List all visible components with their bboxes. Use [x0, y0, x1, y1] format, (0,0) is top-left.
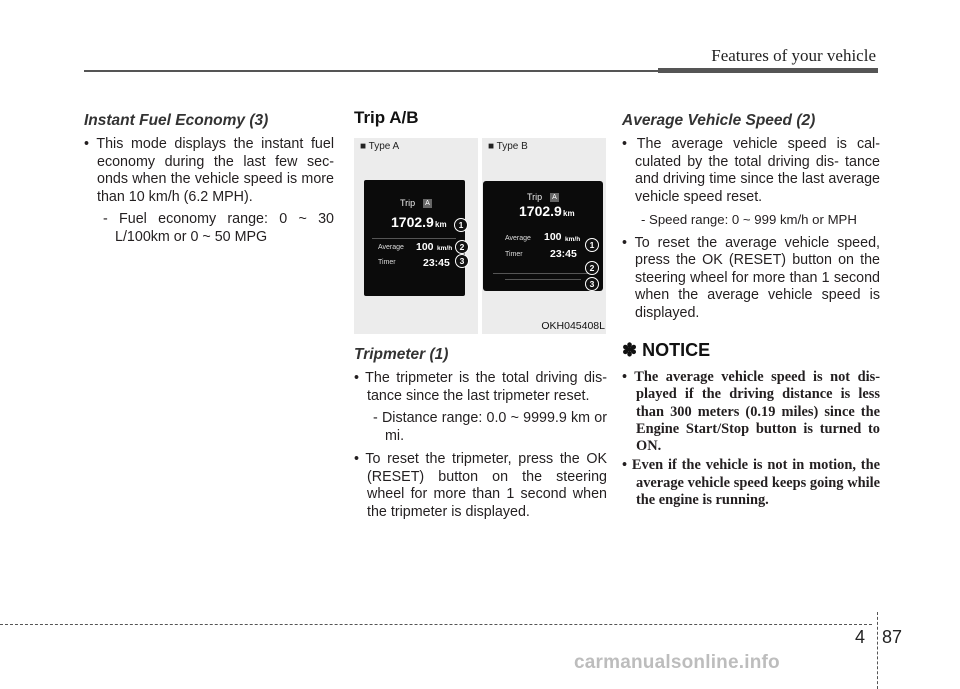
- timer-value: 23:45: [423, 257, 450, 269]
- callout-3-type-b: 3: [585, 277, 599, 291]
- bullet-tripmeter-reset: • To reset the tripmeter, press the OK (RESET) button on the steering wheel for more than 1 second when the tripmeter is displayed.: [354, 451, 607, 520]
- trip-label: Trip: [527, 192, 543, 202]
- bullet-instant-fuel: • This mode displays the instant fuel economy during the last few sec- onds when the vehicle speed is more than 10 km/h (6.2 MPH).: [84, 136, 334, 205]
- watermark: carmanualsonline.info: [574, 652, 780, 673]
- section-number: 4: [855, 627, 866, 647]
- distance-unit: km: [563, 209, 575, 218]
- notice-item-1: • The average vehicle speed is not dis- played if the driving distance is less than 300 meters (0.19 miles) since the Engine Start/Stop button is turned to ON.: [622, 369, 880, 455]
- bullet-tripmeter-total: • The tripmeter is the total driving dis- tance since the last tripmeter reset.: [354, 370, 607, 404]
- heading-trip-ab: Trip A/B: [354, 108, 419, 127]
- trip-distance: 1702.9: [519, 203, 562, 219]
- divider: [505, 279, 581, 280]
- sub-speed-range: - Speed range: 0 ~ 999 km/h or MPH: [641, 212, 857, 227]
- timer-label: Timer: [378, 259, 396, 266]
- trip-a-badge: A: [550, 193, 559, 202]
- callout-3-type-a: 3: [455, 254, 469, 268]
- figure-code: OKH045408L: [541, 320, 605, 332]
- column-trip: [354, 108, 607, 526]
- callout-1-type-a: 1: [454, 218, 468, 232]
- average-unit: km/h: [437, 245, 453, 252]
- heading-instant-fuel: Instant Fuel Economy (3): [84, 112, 269, 129]
- trip-a-badge: A: [423, 199, 432, 208]
- notice-item-2: • Even if the vehicle is not in motion, the average vehicle speed keeps going while the engine is running.: [622, 457, 880, 509]
- type-b-label: ■ Type B: [488, 141, 528, 152]
- timer-value: 23:45: [550, 248, 577, 260]
- cluster-display-type-b: [483, 181, 603, 291]
- heading-tripmeter: Tripmeter (1): [354, 346, 449, 363]
- average-value: 100: [544, 231, 562, 243]
- section-header: Features of your vehicle: [711, 46, 876, 65]
- sub-distance-range: - Distance range: 0.0 ~ 9999.9 km or mi.: [373, 410, 607, 444]
- trip-distance: 1702.9: [391, 214, 434, 230]
- average-value: 100: [416, 241, 434, 253]
- trip-figure: [354, 138, 607, 334]
- callout-2-type-b: 2: [585, 261, 599, 275]
- notice-heading: ✽ NOTICE: [622, 340, 711, 360]
- footer-rule: [0, 624, 872, 625]
- header-accent-bar: [658, 68, 878, 73]
- bullet-average-calc: • The average vehicle speed is cal- culated by the total driving dis- tance and driving time since the last average vehicle speed reset.: [622, 136, 880, 205]
- footer-divider: [877, 612, 878, 689]
- column-instant-fuel: [84, 108, 334, 252]
- average-label: Average: [505, 235, 531, 242]
- bullet-average-reset: • To reset the average vehicle speed, press the OK (RESET) button on the steering wheel for more than 1 second when the average vehicle speed is displayed.: [622, 234, 880, 321]
- sub-fuel-range: - Fuel economy range: 0 ~ 30 L/100km or 0 ~ 50 MPG: [103, 211, 334, 245]
- average-label: Average: [378, 244, 404, 251]
- distance-unit: km: [435, 220, 447, 229]
- cluster-display-type-a: [364, 180, 465, 296]
- heading-average-speed: Average Vehicle Speed (2): [622, 112, 816, 129]
- timer-label: Timer: [505, 251, 523, 258]
- type-a-label: ■ Type A: [360, 141, 400, 152]
- column-average-speed: [622, 108, 880, 511]
- average-unit: km/h: [565, 236, 581, 243]
- page-number: 87: [882, 627, 903, 647]
- callout-2-type-a: 2: [455, 240, 469, 254]
- divider: [372, 238, 456, 239]
- callout-1-type-b: 1: [585, 238, 599, 252]
- trip-label: Trip: [400, 198, 416, 208]
- divider: [493, 273, 593, 274]
